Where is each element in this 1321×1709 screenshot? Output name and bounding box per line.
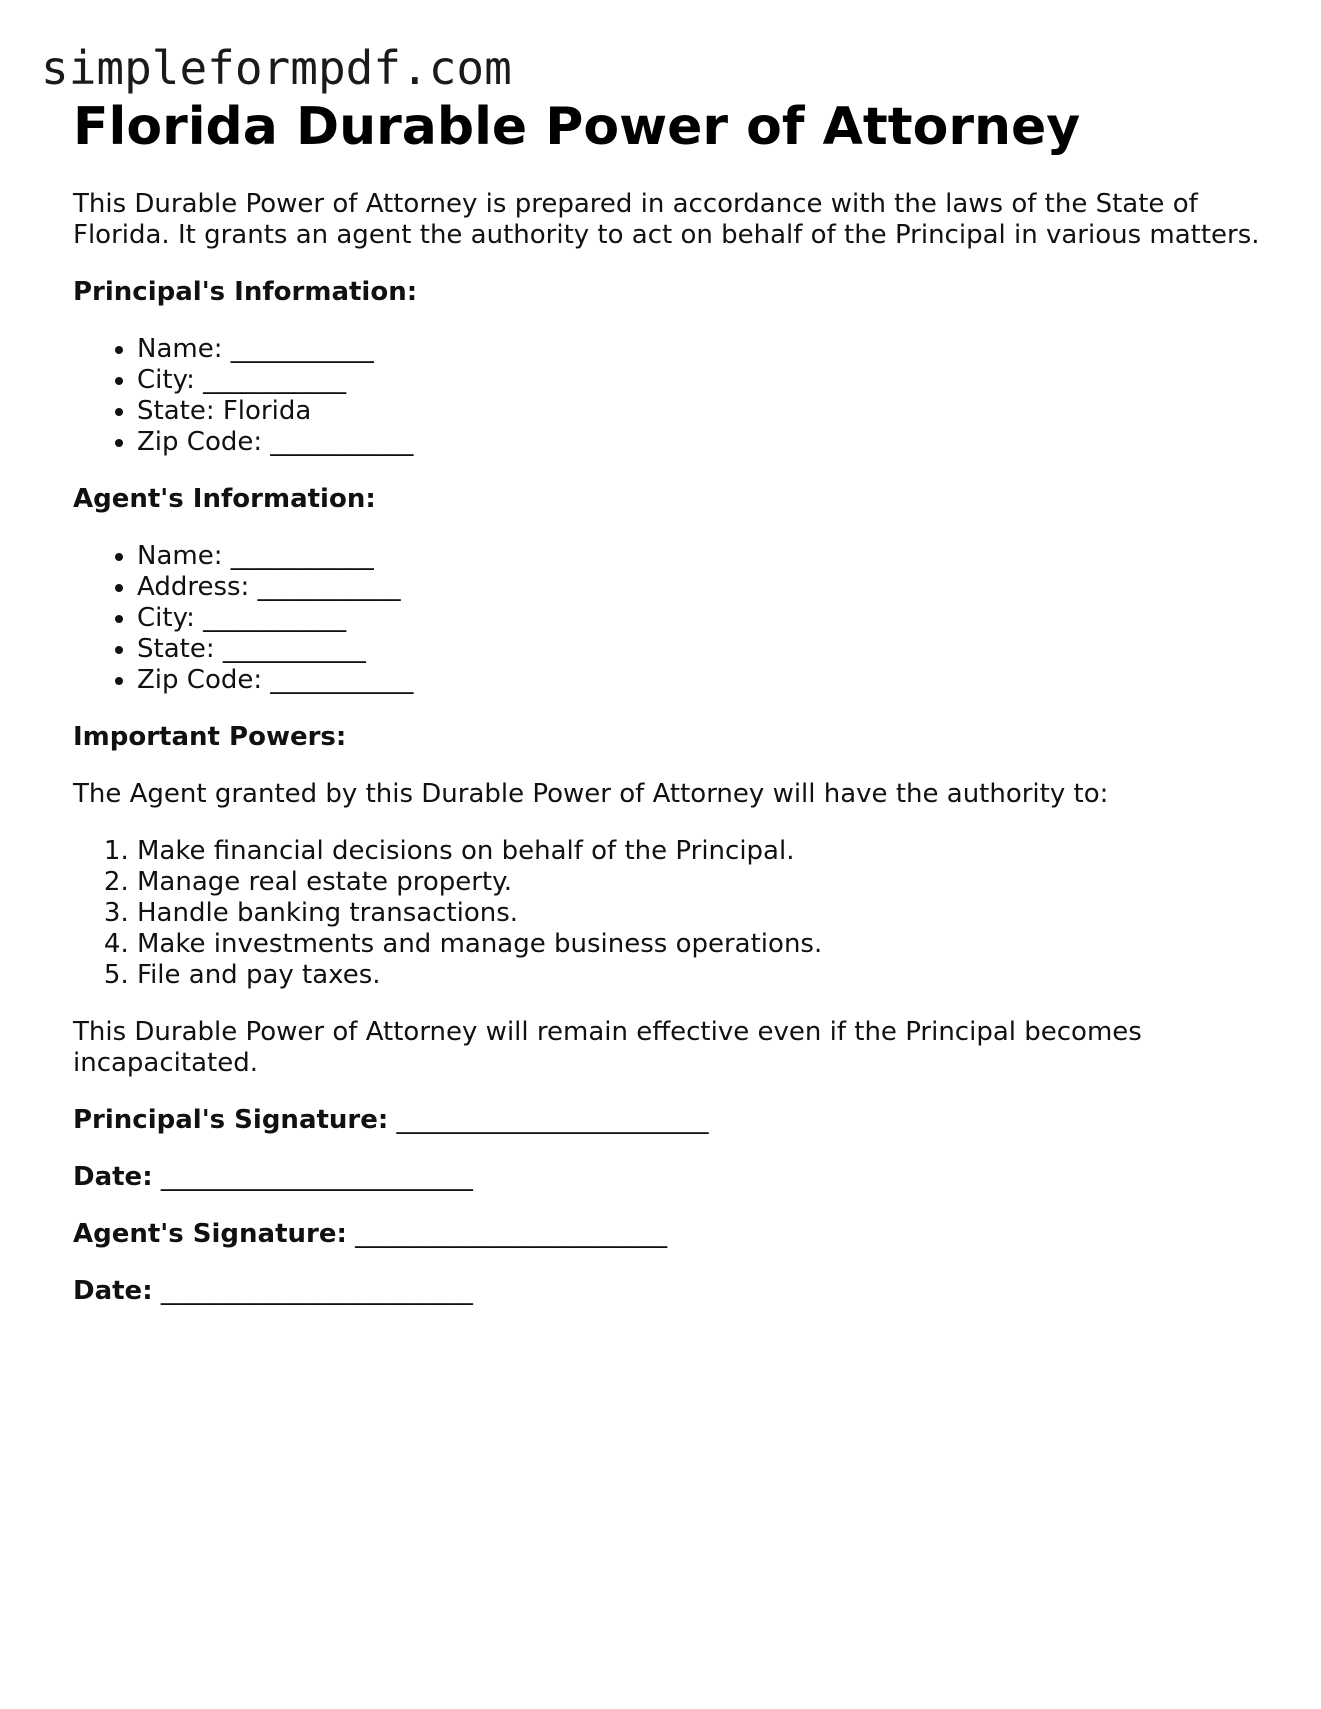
agent-name-field[interactable]: • Name: ___________: [137, 541, 1273, 572]
agent-info-list: [73, 541, 1273, 696]
agent-address-field[interactable]: • Address: ___________: [137, 572, 1273, 603]
power-item: 2. Manage real estate property.: [137, 867, 1273, 898]
agent-date-line[interactable]: ________________________: [160, 1276, 473, 1306]
agent-signature-line[interactable]: ________________________: [355, 1219, 668, 1249]
principal-signature-row[interactable]: [73, 1105, 1273, 1136]
agent-date-row[interactable]: [73, 1276, 1273, 1307]
durability-note: This Durable Power of Attorney will remain effective even if the Principal becomes incapacitated.: [73, 1017, 1142, 1078]
principal-info-list: [73, 334, 1273, 458]
principal-city-field[interactable]: • City: ___________: [137, 365, 1273, 396]
agent-signature-row[interactable]: [73, 1219, 1273, 1250]
principal-date-row[interactable]: [73, 1162, 1273, 1193]
principal-date-line[interactable]: ________________________: [160, 1162, 473, 1192]
principal-zip-field[interactable]: • Zip Code: ___________: [137, 427, 1273, 458]
powers-heading: Important Powers:: [73, 722, 347, 752]
powers-list: [73, 836, 1273, 991]
power-item: 4. Make investments and manage business operations.: [137, 929, 1273, 960]
agent-info-heading: Agent's Information:: [73, 484, 376, 514]
principal-date-label: Date:: [73, 1162, 153, 1192]
agent-signature-label: Agent's Signature:: [73, 1219, 347, 1249]
agent-state-field[interactable]: • State: ___________: [137, 634, 1273, 665]
principal-state-field: • State: Florida: [137, 396, 1273, 427]
document-body: [73, 95, 1273, 1307]
watermark: simpleformpdf.com: [41, 41, 512, 95]
intro-paragraph: This Durable Power of Attorney is prepared in accordance with the laws of the State of Florida. It grants an agent the authority to act on behalf of the Principal in various matters.: [73, 189, 1260, 250]
principal-signature-line[interactable]: ________________________: [396, 1105, 709, 1135]
power-item: 5. File and pay taxes.: [137, 960, 1273, 991]
page-title: Florida Durable Power of Attorney: [73, 97, 1081, 157]
agent-zip-field[interactable]: • Zip Code: ___________: [137, 665, 1273, 696]
power-item: 3. Handle banking transactions.: [137, 898, 1273, 929]
power-item: 1. Make financial decisions on behalf of the Principal.: [137, 836, 1273, 867]
powers-lead: The Agent granted by this Durable Power of Attorney will have the authority to:: [73, 779, 1109, 809]
principal-signature-label: Principal's Signature:: [73, 1105, 389, 1135]
principal-name-field[interactable]: • Name: ___________: [137, 334, 1273, 365]
principal-info-heading: Principal's Information:: [73, 277, 418, 307]
agent-city-field[interactable]: • City: ___________: [137, 603, 1273, 634]
agent-date-label: Date:: [73, 1276, 153, 1306]
